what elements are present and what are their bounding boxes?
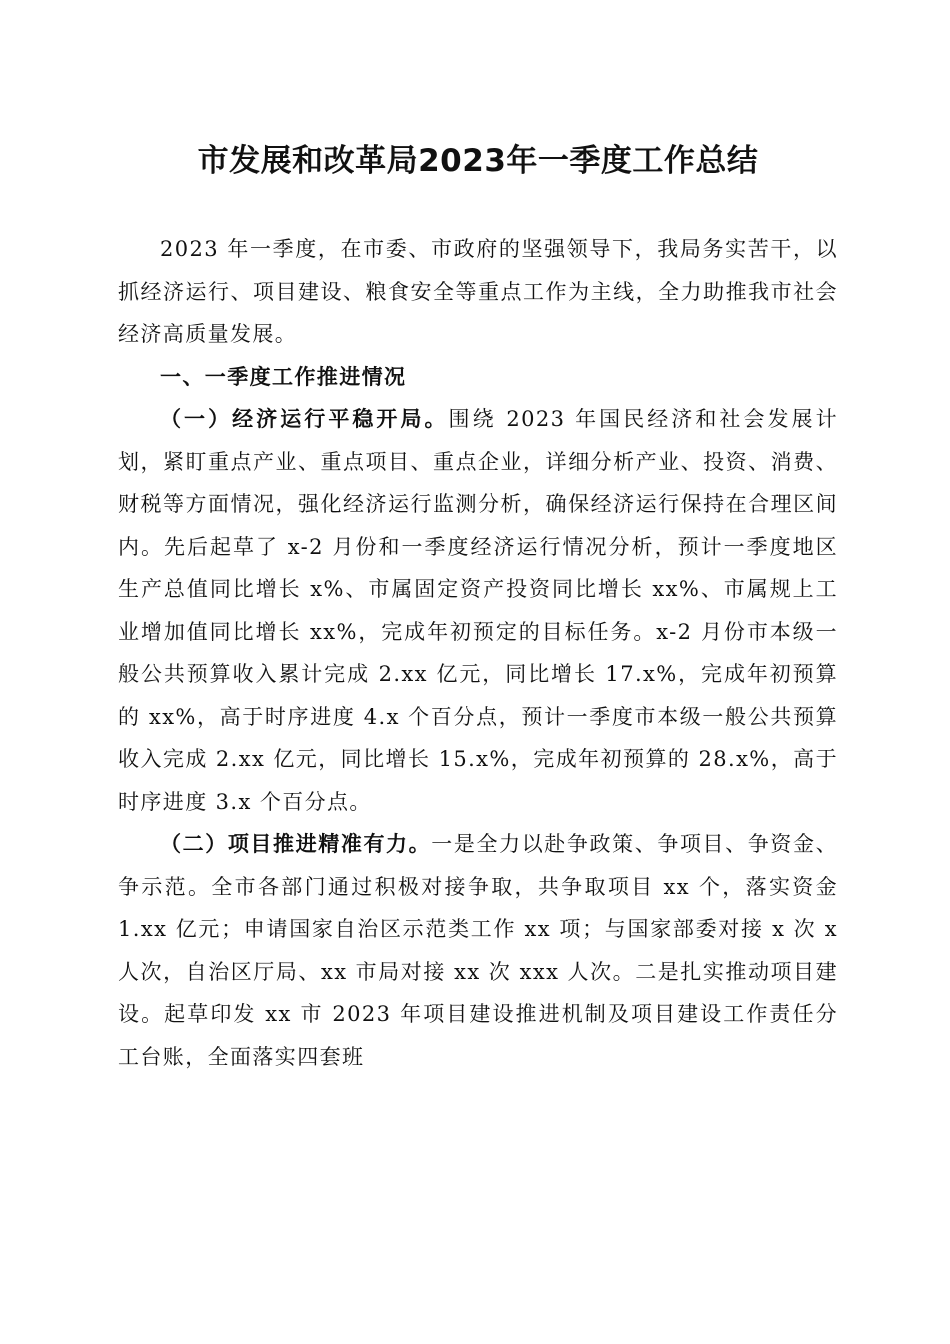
intro-paragraph: 2023 年一季度，在市委、市政府的坚强领导下，我局务实苦干，以抓经济运行、项目建设、粮食安全等重点工作为主线，全力助推我市社会经济高质量发展。: [118, 237, 838, 346]
section-heading-1: 一、一季度工作推进情况: [160, 364, 407, 389]
document-page: [118, 0, 838, 1078]
item-1-text: 围绕 2023 年国民经济和社会发展计划，紧盯重点产业、重点项目、重点企业，详细分析产业、投资、消费、财税等方面情况，强化经济运行监测分析，确保经济运行保持在合理区间内。先后起草了 x-2 月份和一季度经济运行情况分析，预计一季度地区生产总值同比增长 x%、市属固定资产投资同比增长 xx%、市属规上工业增加值同比增长 xx%，完成年初预定的目标任务。x-2 月份市本级一般公共预算收入累计完成 2.xx 亿元，同比增长 17.x%，完成年初预算的 xx%，高于时序进度 4.x 个百分点，预计一季度市本级一般公共预算收入完成 2.xx 亿元，同比增长 15.x%，完成年初预算的 28.x%，高于时序进度 3.x 个百分点。: [118, 407, 838, 814]
item-1-paragraph: [118, 398, 838, 823]
item-2-lead: （二）项目推进精准有力。: [160, 832, 432, 856]
item-2-paragraph: [118, 823, 838, 1078]
document-body: [118, 228, 838, 1078]
item-1-lead: （一）经济运行平稳开局。: [160, 407, 449, 431]
item-2-text: 一是全力以赴争政策、争项目、争资金、争示范。全市各部门通过积极对接争取，共争取项目 xx 个，落实资金 1.xx 亿元；申请国家自治区示范类工作 xx 项；与国家部委对接 x 次 x 人次，自治区厅局、xx 市局对接 xx 次 xxx 人次。二是扎实推动项目建设。起草印发 xx 市 2023 年项目建设推进机制及项目建设工作责任分工台账，全面落实四套班: [118, 832, 838, 1069]
document-title: 市发展和改革局2023年一季度工作总结: [197, 143, 759, 179]
